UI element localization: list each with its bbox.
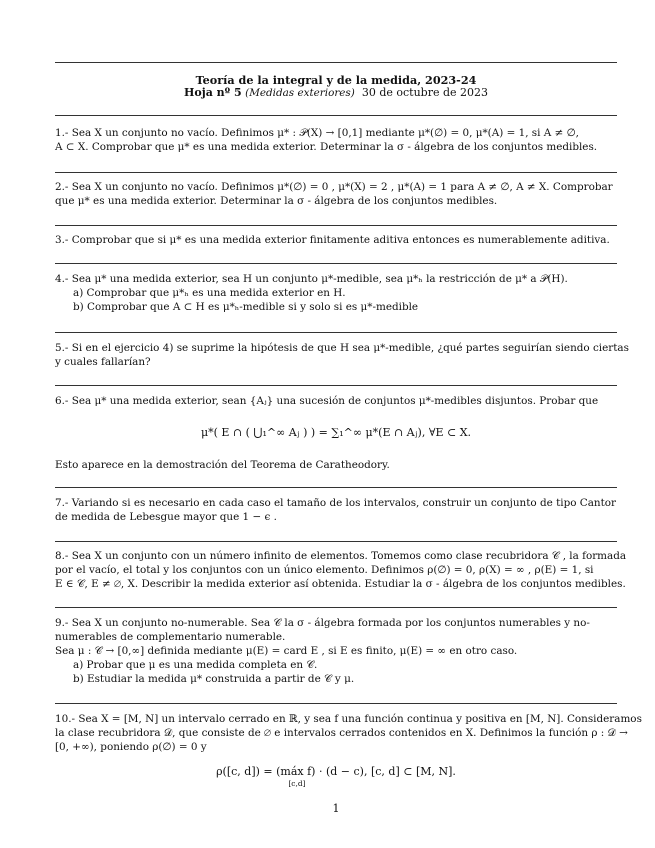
exercise-line: 9.- Sea X un conjunto no-numerable. Sea 𝒞 la σ - álgebra formada por los conjuntos numerables y no- — [55, 617, 590, 629]
exercise-3 — [55, 233, 617, 247]
exercise-10 — [55, 712, 642, 754]
exercise-line: Esto aparece en la demostración del Teorema de Caratheodory. — [55, 459, 390, 471]
exercise-line: la clase recubridora 𝒟, que consiste de ∅ e intervalos cerrados contenidos en X. Definimos la función ρ : 𝒟 → — [55, 727, 628, 739]
rule — [55, 487, 617, 488]
exercise-item-b: b) Comprobar que A ⊂ H es μ*ₕ-medible si y solo si es μ*-medible — [73, 301, 419, 313]
formula-rho-subscript: [c,d] — [288, 779, 306, 788]
exercise-line: y cuales fallarían? — [55, 356, 151, 368]
rule — [55, 541, 617, 542]
exercise-line: numerables de complementario numerable. — [55, 631, 286, 643]
exercise-line: 1.- Sea X un conjunto no vacío. Definimos μ* : 𝒫(X) → [0,1] mediante μ*(∅) = 0, μ*(A) = 1, si A ≠ ∅, — [55, 127, 579, 139]
top-rule — [55, 62, 617, 63]
exercise-line: A ⊂ X. Comprobar que μ* es una medida exterior. Determinar la σ - álgebra de los conjuntos medibles. — [55, 141, 598, 153]
formula-rho: ρ([c, d]) = (máx f) · (d − c), [c, d] ⊂ [M, N]. — [216, 765, 456, 778]
exercise-8 — [55, 549, 627, 591]
exercise-line: 7.- Variando si es necesario en cada caso el tamaño de los intervalos, construir un conjunto de tipo Cantor — [55, 497, 617, 509]
course-title: Teoría de la integral y de la medida, 2023-24 — [195, 73, 477, 87]
exercise-item-b: b) Estudiar la medida μ* construida a partir de 𝒞 y μ. — [73, 673, 355, 685]
sheet-number: Hoja nº 5 — [183, 86, 242, 99]
exercise-2 — [55, 180, 617, 208]
exercise-line: 5.- Si en el ejercicio 4) se suprime la hipótesis de que H sea μ*-medible, ¿qué partes seguirían siendo ciertas — [55, 342, 629, 354]
formula-caratheodory: μ*( E ∩ ( ⋃₁^∞ Aⱼ ) ) = ∑₁^∞ μ*(E ∩ Aⱼ), ∀E ⊂ X. — [200, 426, 472, 439]
exercise-line: por el vacío, el total y los conjuntos con un único elemento. Definimos ρ(∅) = 0, ρ(X) = ∞ , ρ(E) = 1, si — [55, 564, 594, 576]
exercise-4 — [55, 272, 617, 314]
exercise-line: 4.- Sea μ* una medida exterior, sea H un conjunto μ*-medible, sea μ*ₕ la restricción de μ* a 𝒫(H). — [55, 273, 568, 285]
exercise-9 — [55, 616, 617, 686]
exercise-line: Sea μ : 𝒞 → [0,∞] definida mediante μ(E) = card E , si E es finito, μ(E) = ∞ en otro caso. — [55, 645, 518, 657]
exercise-line: 10.- Sea X = [M, N] un intervalo cerrado en ℝ, y sea f una función continua y positiva en [M, N]. Consideramos — [55, 713, 642, 725]
page-number: 1 — [332, 802, 340, 815]
exercise-7 — [55, 496, 617, 524]
exercise-item-a: a) Probar que μ es una medida completa en 𝒞. — [73, 659, 318, 671]
exercise-1 — [55, 126, 617, 154]
exercise-line: que μ* es una medida exterior. Determinar la σ - álgebra de los conjuntos medibles. — [55, 195, 498, 207]
rule — [55, 263, 617, 264]
rule — [55, 607, 617, 608]
rule — [55, 115, 617, 116]
exercise-line: de medida de Lebesgue mayor que 1 − ϵ . — [55, 511, 277, 523]
exercise-line: 6.- Sea μ* una medida exterior, sean {Aⱼ} una sucesión de conjuntos μ*-medibles disjuntos. Probar que — [55, 395, 599, 407]
rule — [55, 385, 617, 386]
exercise-item-a: a) Comprobar que μ*ₕ es una medida exterior en H. — [73, 287, 346, 299]
rule — [55, 703, 617, 704]
exercise-line: [0, +∞), poniendo ρ(∅) = 0 y — [55, 741, 207, 753]
exercise-line: 3.- Comprobar que si μ* es una medida exterior finitamente aditiva entonces es numerablemente aditiva. — [55, 234, 610, 246]
exercise-6-remark — [55, 458, 617, 472]
rule — [55, 225, 617, 226]
sheet-subheader — [55, 86, 617, 99]
exercise-line: 2.- Sea X un conjunto no vacío. Definimos μ*(∅) = 0 , μ*(X) = 2 , μ*(A) = 1 para A ≠ ∅, A ≠ X. Comprobar — [55, 181, 613, 193]
sheet-date: 30 de octubre de 2023 — [361, 86, 489, 99]
exercise-5 — [55, 341, 629, 369]
exercise-line: E ∈ 𝒞, E ≠ ∅, X. Describir la medida exterior así obtenida. Estudiar la σ - álgebra de los conjuntos medibles. — [55, 578, 626, 590]
sheet-topic: (Medidas exteriores) — [245, 87, 355, 99]
exercise-line: 8.- Sea X un conjunto con un número infinito de elementos. Tomemos como clase recubridora 𝒞 , la formada — [55, 550, 627, 562]
rule — [55, 172, 617, 173]
rule — [55, 332, 617, 333]
exercise-6 — [55, 394, 617, 408]
